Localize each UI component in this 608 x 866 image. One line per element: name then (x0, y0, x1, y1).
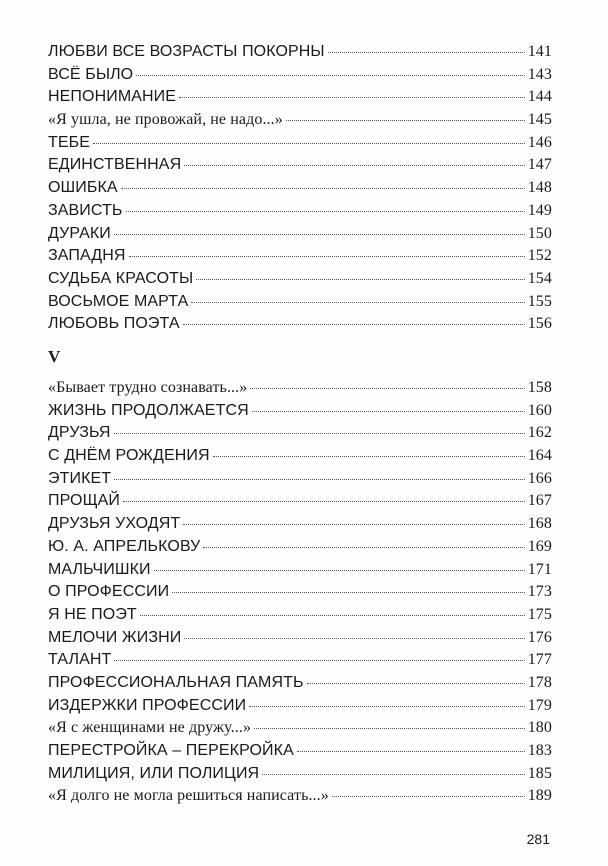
toc-entry[interactable] (48, 268, 552, 291)
toc-entry-title: ВОСЬМОЕ МАРТА (48, 292, 189, 310)
dot-leader (184, 638, 524, 639)
toc-entry[interactable] (48, 468, 552, 491)
toc-entry[interactable] (48, 177, 552, 200)
dot-leader (184, 165, 524, 166)
dot-leader (249, 706, 524, 707)
toc-entry-title: ТАЛАНТ (48, 651, 112, 669)
dot-leader (332, 796, 525, 797)
toc-entry-title: МЕЛОЧИ ЖИЗНИ (48, 628, 182, 646)
toc-entry[interactable] (48, 559, 552, 582)
section-heading: V (48, 347, 61, 366)
toc-entry-page: 189 (527, 787, 552, 805)
toc-entry-title: НЕПОНИМАНИЕ (48, 88, 177, 106)
toc-entry-title: ДРУЗЬЯ (48, 424, 111, 442)
dot-leader (126, 211, 525, 212)
toc-entry-page: 160 (527, 401, 552, 419)
dot-leader (183, 324, 525, 325)
dot-leader (297, 751, 525, 752)
dot-leader (114, 479, 525, 480)
toc-entry-page: 185 (527, 764, 552, 782)
toc-entry-page: 177 (527, 651, 552, 669)
toc-entry[interactable] (48, 245, 552, 268)
toc-entry-title: ЭТИКЕТ (48, 469, 112, 487)
toc-entry-title: ДУРАКИ (48, 224, 111, 242)
dot-leader (93, 143, 525, 144)
toc-entry-page: 169 (527, 537, 552, 555)
toc-entry[interactable] (48, 109, 552, 132)
dot-leader (262, 774, 524, 775)
toc-entry-title: ИЗДЕРЖКИ ПРОФЕССИИ (48, 696, 247, 714)
toc-entry[interactable] (48, 64, 552, 87)
toc-entry-title: ДРУЗЬЯ УХОДЯТ (48, 515, 181, 533)
toc-entry[interactable] (48, 581, 552, 604)
toc-entry-page: 148 (527, 179, 552, 197)
dot-leader (191, 302, 524, 303)
toc-entry-page: 166 (527, 469, 552, 487)
toc-entry-page: 183 (527, 742, 552, 759)
toc-entry-title: ПЕРЕСТРОЙКА – ПЕРЕКРОЙКА (48, 742, 294, 759)
toc-entry[interactable] (48, 513, 552, 536)
toc-entry-title: ЗАПАДНЯ (48, 247, 126, 265)
toc-entry-title: «Я долго не могла решиться написать...» (48, 787, 329, 805)
toc-entry-title: «Бывает трудно сознавать...» (48, 379, 248, 396)
dot-leader (213, 456, 525, 457)
toc-entry-page: 141 (527, 43, 552, 60)
toc-entry-title: МИЛИЦИЯ, ИЛИ ПОЛИЦИЯ (48, 764, 260, 782)
dot-leader (203, 547, 524, 548)
toc-list-part2 (48, 377, 552, 808)
dot-leader (136, 75, 524, 76)
dot-leader (140, 615, 525, 616)
toc-entry[interactable] (48, 785, 552, 808)
toc-entry[interactable] (48, 649, 552, 672)
toc-entry-page: 146 (527, 133, 552, 151)
dot-leader (114, 433, 525, 434)
toc-entry[interactable] (48, 445, 552, 468)
dot-leader (196, 279, 524, 280)
toc-entry[interactable] (48, 154, 552, 177)
dot-leader (252, 411, 525, 412)
dot-leader (114, 234, 525, 235)
toc-entry[interactable] (48, 695, 552, 718)
toc-entry-title: ЖИЗНЬ ПРОДОЛЖАЕТСЯ (48, 401, 249, 419)
dot-leader (307, 683, 525, 684)
toc-entry-page: 145 (527, 111, 552, 129)
toc-entry-page: 144 (527, 88, 552, 106)
toc-entry[interactable] (48, 223, 552, 246)
toc-entry-title: Я НЕ ПОЭТ (48, 605, 137, 623)
toc-entry-title: ТЕБЕ (48, 133, 91, 151)
dot-leader (123, 501, 525, 502)
toc-entry[interactable] (48, 763, 552, 786)
toc-entry-page: 162 (527, 424, 552, 442)
toc-entry-page: 176 (527, 628, 552, 646)
dot-leader (179, 97, 525, 98)
toc-entry-page: 156 (527, 315, 552, 333)
toc-entry-title: ПРОФЕССИОНАЛЬНАЯ ПАМЯТЬ (48, 673, 304, 691)
toc-entry-page: 143 (527, 65, 552, 83)
toc-entry-page: 173 (527, 583, 552, 601)
dot-leader (121, 188, 525, 189)
toc-entry[interactable] (48, 86, 552, 109)
toc-entry[interactable] (48, 200, 552, 223)
toc-entry-page: 167 (527, 492, 552, 510)
dot-leader (129, 256, 525, 257)
toc-entry-page: 164 (527, 447, 552, 465)
dot-leader (328, 52, 525, 53)
dot-leader (183, 524, 524, 525)
toc-entry[interactable] (48, 672, 552, 695)
toc-entry-page: 155 (527, 292, 552, 310)
toc-entry[interactable] (48, 604, 552, 627)
dot-leader (154, 570, 525, 571)
toc-entry[interactable] (48, 740, 552, 763)
toc-entry-title: С ДНЁМ РОЖДЕНИЯ (48, 447, 210, 465)
toc-entry-page: 150 (527, 224, 552, 242)
toc-entry[interactable] (48, 627, 552, 650)
toc-entry-page: 175 (527, 605, 552, 623)
toc-entry-page: 147 (527, 156, 552, 174)
toc-entry-title: МАЛЬЧИШКИ (48, 560, 151, 578)
toc-entry-title: ЛЮБОВЬ ПОЭТА (48, 315, 180, 333)
toc-entry-title: ПРОЩАЙ (48, 492, 121, 510)
page-number: 281 (526, 831, 550, 847)
toc-entry-title: «Я с женщинами не дружу...» (48, 719, 252, 737)
toc-list-part1 (48, 41, 552, 336)
toc-entry-page: 179 (527, 696, 552, 714)
toc-entry[interactable] (48, 132, 552, 155)
toc-entry-page: 171 (527, 560, 552, 578)
dot-leader (114, 660, 524, 661)
toc-entry-page: 168 (527, 515, 552, 533)
toc-entry-page: 178 (527, 673, 552, 691)
toc-entry[interactable] (48, 536, 552, 559)
toc-entry[interactable] (48, 377, 552, 400)
toc-entry[interactable] (48, 717, 552, 740)
dot-leader (250, 388, 524, 389)
toc-entry-page: 180 (527, 719, 552, 737)
toc-entry-title: ЛЮБВИ ВСЕ ВОЗРАСТЫ ПОКОРНЫ (48, 43, 325, 60)
toc-entry[interactable] (48, 291, 552, 314)
dot-leader (254, 728, 525, 729)
toc-entry[interactable] (48, 422, 552, 445)
toc-entry-title: ОШИБКА (48, 179, 118, 197)
toc-entry-page: 149 (527, 201, 552, 219)
toc-entry-page: 152 (527, 247, 552, 265)
toc-entry-page: 158 (527, 379, 552, 396)
toc-entry-page: 154 (527, 269, 552, 287)
toc-entry[interactable] (48, 313, 552, 336)
toc-entry-title: ВСЁ БЫЛО (48, 65, 134, 83)
toc-entry[interactable] (48, 400, 552, 423)
toc-entry-title: Ю. А. АПРЕЛЬКОВУ (48, 537, 201, 555)
toc-entry-title: ЗАВИСТЬ (48, 201, 123, 219)
dot-leader (286, 120, 525, 121)
toc-entry-title: «Я ушла, не провожай, не надо...» (48, 111, 283, 129)
toc-entry-title: ЕДИНСТВЕННАЯ (48, 156, 182, 174)
dot-leader (172, 592, 524, 593)
toc-entry-title: СУДЬБА КРАСОТЫ (48, 269, 194, 287)
toc-entry[interactable] (48, 41, 552, 64)
toc-entry[interactable] (48, 490, 552, 513)
toc-entry-title: О ПРОФЕССИИ (48, 583, 170, 601)
